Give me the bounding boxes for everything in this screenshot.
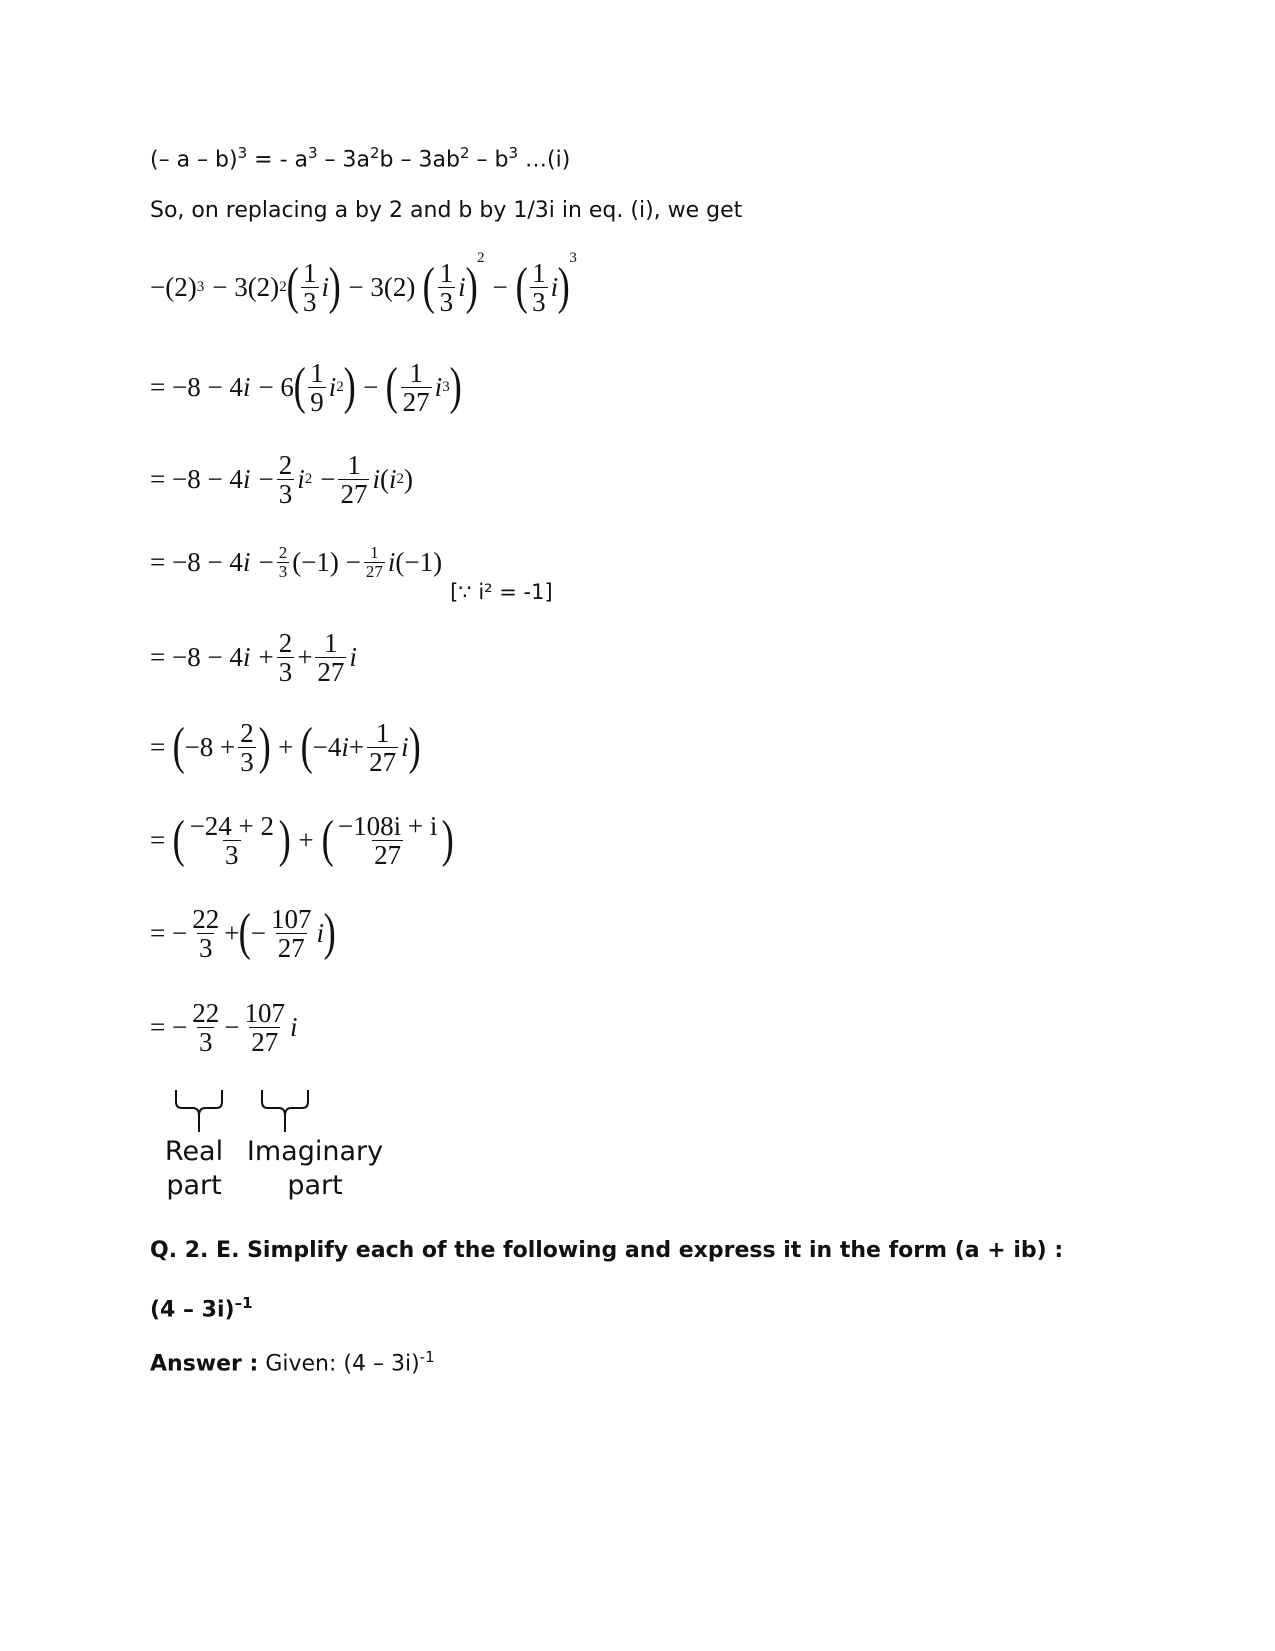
denominator: 3 (278, 479, 293, 509)
fraction (338, 451, 369, 509)
term: = −8 − 4 (150, 372, 243, 402)
math-step-6 (150, 710, 420, 785)
paren: ( (515, 258, 528, 316)
paren: ( (293, 358, 306, 416)
term: = −8 − 4 (150, 546, 243, 577)
exponent: 3 (508, 144, 518, 162)
paren: ) (343, 358, 356, 416)
equation-reference: …(i) (518, 147, 571, 173)
imag-unit: i (316, 918, 325, 948)
exponent: 3 (569, 250, 577, 266)
term: = − (150, 918, 188, 948)
math-step-4 (150, 532, 553, 604)
numerator: 1 (375, 717, 390, 748)
fraction (530, 259, 548, 317)
fraction (190, 999, 221, 1057)
numerator: 1 (370, 542, 379, 562)
term: − (258, 546, 274, 577)
real-part-label (158, 1135, 230, 1203)
paren: ) (408, 718, 421, 776)
imag-unit: i (388, 464, 397, 494)
numerator: 2 (278, 542, 288, 562)
denominator: 3 (198, 1027, 213, 1057)
term: + (224, 918, 240, 948)
fraction (277, 544, 290, 581)
paren: ( (422, 258, 436, 316)
fraction (277, 629, 295, 687)
numerator: 1 (347, 449, 361, 480)
answer-line (150, 1348, 435, 1376)
answer-label: Answer : (150, 1351, 259, 1377)
imag-unit: i (328, 372, 337, 402)
identity-lhs: (– a – b) (150, 147, 238, 173)
term: − 6 (258, 372, 294, 402)
paren: ) (258, 718, 271, 776)
paren: ) (449, 358, 462, 416)
denominator: 3 (303, 287, 317, 317)
numerator: 1 (310, 357, 324, 388)
term: − (258, 464, 274, 494)
question-heading: Q. 2. E. Simplify each of the following and express it in the form (a + ib) : (150, 1238, 1064, 1263)
imag-unit: i (242, 546, 251, 577)
denominator: 27 (251, 1027, 279, 1057)
numerator: 1 (439, 257, 454, 288)
real-part-brace (176, 1090, 222, 1132)
imaginary-part-label (240, 1135, 390, 1203)
answer-text: Given: (4 – 3i) (258, 1351, 420, 1377)
imag-unit: i (297, 464, 305, 494)
imag-unit: i (387, 546, 396, 577)
term: − (224, 1012, 240, 1042)
denominator: 3 (278, 561, 288, 581)
numerator: 1 (324, 627, 338, 658)
math-step-3 (150, 442, 413, 517)
term: = −8 − 4 (150, 464, 243, 494)
numerator: 1 (409, 357, 423, 388)
fraction (364, 544, 385, 581)
imag-unit: i (242, 464, 251, 494)
imag-unit: i (242, 642, 251, 672)
denominator: 9 (310, 387, 324, 417)
denominator: 27 (340, 479, 368, 509)
term: (−1) − (292, 546, 361, 577)
exponent: 2 (279, 279, 287, 295)
paren: ) (328, 258, 341, 316)
paren: ( (172, 811, 185, 869)
fraction (308, 359, 326, 417)
identity-note: [∵ i² = -1] (450, 580, 553, 604)
term: + (348, 732, 365, 762)
math-step-9 (150, 990, 297, 1065)
paren: ) (465, 258, 478, 316)
numerator: −108i + i (337, 810, 438, 841)
math-step-7 (150, 803, 454, 878)
brace-diagram (170, 1088, 320, 1136)
numerator: 107 (244, 997, 285, 1028)
paren: ) (441, 811, 455, 869)
identity-term: – b (469, 147, 509, 173)
term: ) (403, 464, 413, 494)
numerator: 2 (278, 627, 293, 658)
denominator: 27 (317, 657, 345, 687)
denominator: 27 (402, 387, 430, 417)
imag-unit: i (289, 1012, 298, 1042)
fraction (336, 812, 439, 870)
fraction (438, 259, 456, 317)
fraction (315, 629, 346, 687)
term: −(2) (150, 272, 197, 302)
paren: ( (385, 358, 399, 416)
paren: ) (557, 258, 570, 316)
identity-term: b – 3ab (379, 147, 460, 173)
imaginary-part-brace (262, 1090, 308, 1132)
exponent: 2 (459, 144, 470, 162)
term: ( (379, 464, 389, 494)
exponent: -1 (419, 1348, 435, 1366)
numerator: 2 (240, 717, 254, 748)
imag-label-line1: Imaginary (246, 1136, 384, 1167)
term: + (258, 642, 274, 672)
exponent: 2 (370, 144, 380, 162)
real-label-line1: Real (164, 1136, 224, 1167)
imag-label-line2: part (287, 1170, 343, 1201)
math-step-5 (150, 620, 357, 695)
imag-unit: i (321, 272, 330, 302)
fraction (242, 999, 287, 1057)
denominator: 3 (439, 287, 454, 317)
exponent: –1 (234, 1294, 253, 1312)
term: = − (150, 1012, 188, 1042)
denominator: 3 (278, 657, 293, 687)
paren: ( (321, 811, 334, 869)
term: = (150, 732, 166, 762)
denominator: 27 (369, 747, 397, 777)
denominator: 3 (240, 747, 254, 777)
imag-unit: i (242, 372, 251, 402)
denominator: 3 (198, 933, 213, 963)
exponent: 2 (336, 379, 344, 395)
identity-rhs-a: = - a (254, 147, 308, 173)
denominator: 3 (225, 840, 239, 870)
numerator: 1 (532, 257, 546, 288)
denominator: 27 (277, 933, 305, 963)
fraction (277, 451, 295, 509)
fraction (188, 812, 276, 870)
term: − (363, 372, 379, 402)
term: = (150, 825, 166, 855)
exponent: 3 (196, 279, 205, 295)
term: = −8 − 4 (150, 642, 243, 672)
numerator: 2 (278, 449, 293, 480)
identity-term: – 3a (317, 147, 370, 173)
denominator: 27 (365, 561, 383, 581)
real-label-line2: part (166, 1170, 222, 1201)
fraction (269, 905, 314, 963)
paren: ( (239, 904, 252, 962)
paren: ( (300, 718, 314, 776)
imag-unit: i (458, 272, 466, 302)
math-step-2 (150, 350, 461, 425)
term: −8 + (184, 732, 236, 762)
numerator: 107 (271, 903, 312, 934)
term: (−1) (395, 546, 443, 577)
term: − 3(2) (348, 272, 416, 302)
imag-unit: i (401, 732, 409, 762)
imag-unit: i (372, 464, 380, 494)
imag-unit: i (349, 642, 357, 672)
term: + (297, 642, 313, 672)
imag-unit: i (341, 732, 349, 762)
term: − (250, 918, 267, 948)
term: − (492, 272, 508, 302)
fraction (301, 259, 319, 317)
term: + (298, 825, 314, 855)
exponent: 2 (304, 471, 313, 487)
denominator: 3 (532, 287, 546, 317)
exponent: 3 (442, 379, 450, 395)
question-expr: (4 – 3i) (150, 1297, 235, 1323)
numerator: 22 (192, 903, 220, 934)
paren: ( (286, 258, 299, 316)
imag-unit: i (550, 272, 559, 302)
numerator: 1 (303, 257, 317, 288)
paren: ) (323, 904, 336, 962)
fraction (367, 719, 398, 777)
question-expression (150, 1294, 253, 1322)
exponent: 2 (477, 250, 485, 266)
numerator: 22 (192, 997, 220, 1028)
denominator: 27 (374, 840, 402, 870)
replace-sentence: So, on replacing a by 2 and b by 1/3i in eq. (i), we get (150, 198, 743, 223)
identity-line (150, 144, 570, 172)
exponent: 2 (396, 471, 404, 487)
fraction (238, 719, 256, 777)
math-step-1 (150, 250, 577, 325)
term: + (278, 732, 294, 762)
numerator: −24 + 2 (189, 810, 275, 841)
math-step-8 (150, 896, 335, 971)
paren: ( (172, 718, 185, 776)
imag-unit: i (434, 372, 443, 402)
exponent: 3 (307, 144, 318, 162)
exponent: 3 (237, 144, 248, 162)
term: − 3(2) (212, 272, 280, 302)
fraction (190, 905, 221, 963)
term: − (320, 464, 336, 494)
term: −4 (312, 732, 342, 762)
fraction (401, 359, 432, 417)
paren: ) (278, 811, 291, 869)
